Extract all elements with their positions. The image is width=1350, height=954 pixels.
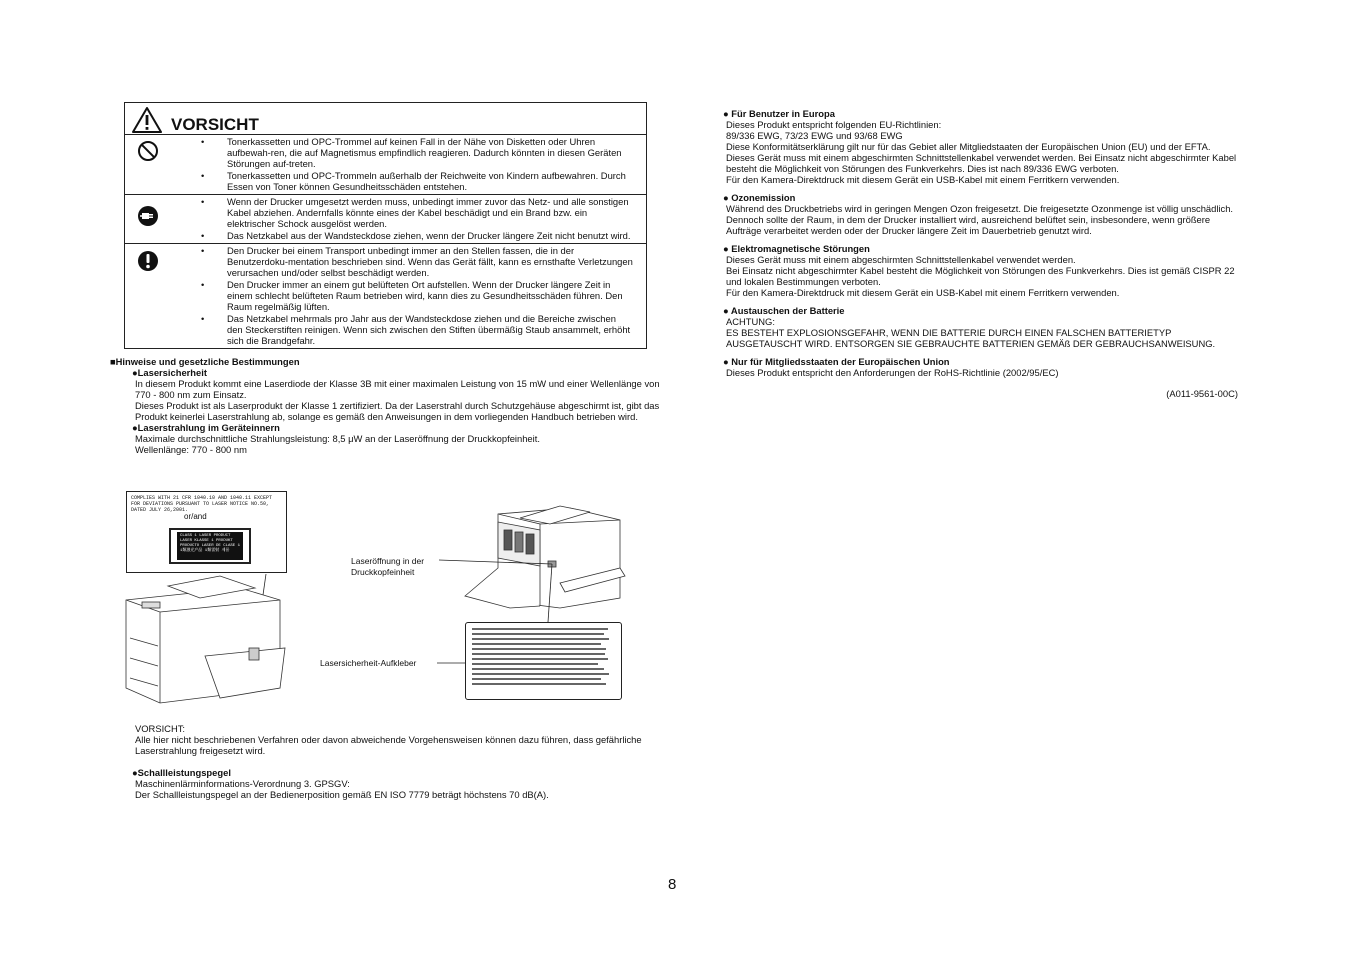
caution-note-text: Alle hier nicht beschriebenen Verfahren oder davon abweichende Vorgehensweisen können dazu führen, dass gefährliche Laserstrahlung freigesetzt wird.: [135, 734, 642, 756]
sound-level-text: Maschinenlärminformations-Verordnung 3. GPSGV:: [135, 778, 350, 789]
battery-title: ● Austauschen der Batterie: [723, 305, 845, 316]
regulations-heading: ■Hinweise und gesetzliche Bestimmungen: [110, 356, 300, 367]
sound-level-text: Der Schallleistungspegel an der Bedienerposition gemäß EN ISO 7779 beträgt höchstens 70 dB(A).: [135, 789, 549, 800]
caution-item: • Das Netzkabel aus der Wandsteckdose ziehen, wenn der Drucker längere Zeit nicht benutzt wird.: [201, 230, 634, 241]
wavelength-text: Wellenlänge: 770 - 800 nm: [135, 444, 247, 455]
exclamation-icon: [137, 250, 159, 272]
prohibition-icon: [137, 140, 159, 162]
ozone-block: [723, 192, 1243, 236]
caution-header: [125, 103, 646, 135]
laser-safety-text: Dieses Produkt ist als Laserprodukt der Klasse 1 zertifiziert. Da der Laserstrahl durch Schutzgehäuse abgeschirmt ist, gibt das Produkt keinerlei Laserstrahlung ab, solange es gemäß den Anweisungen in dem vorliegenden Handbuch betrieben wird.: [135, 400, 660, 422]
europe-text: Dieses Gerät muss mit einem abgeschirmten Schnittstellenkabel verwendet werden. Bei Einsatz nicht abgeschirmter Kabel besteht die Möglichkeit von Störungen des Funkverkehrs. Dies ist nach 89/336 EWG verboten.: [726, 152, 1237, 174]
eu-title: ● Nur für Mitgliedsstaaten der Europäischen Union: [723, 356, 950, 367]
compliance-text: COMPLIES WITH 21 CFR 1040.10 AND 1040.11 EXCEPT FOR DEVIATIONS PURSUANT TO LASER NOTICE NO.50, DATED JULY 26,2001.: [131, 495, 273, 513]
laser-safety-text: In diesem Produkt kommt eine Laserdiode der Klasse 3B mit einer maximalen Leistung von 15 mW und einer Wellenlänge von 770 - 800 nm zum Einsatz.: [135, 378, 660, 400]
caution-box: [124, 102, 647, 349]
eu-block: [723, 356, 1243, 378]
europe-text: Diese Konformitätserklärung gilt nur für das Gebiet aller Mitgliedstaaten der Europäischen Union (EU) und der EFTA.: [726, 141, 1211, 152]
ozone-title: ● Ozonemission: [723, 192, 796, 203]
caution-item: • Den Drucker bei einem Transport unbedingt immer an den Stellen fassen, die in der Benutzerdoku-mentation beschrieben sind. Wenn das Gerät fällt, kann es ernsthafte Verletzungen verursachen und/oder selbst beschädigt werden.: [201, 245, 634, 278]
battery-block: [723, 305, 1243, 349]
ozone-text: Während des Druckbetriebs wird in geringen Mengen Ozon freigesetzt. Die freigesetzte Ozonmenge ist völlig unschädlich. Dennoch sollte der Raum, in dem der Drucker installiert wird, ausreichend belüftet sein, insbesondere, wenn größere Aufträge verarbeitet werden oder der Drucker längere Zeit im Dauerbetrieb genutzt wird.: [726, 203, 1234, 236]
caution-note-section: [110, 723, 675, 800]
internal-radiation-text: Maximale durchschnittliche Strahlungsleistung: 8,5 μW an der Laseröffnung der Druckkopfeinheit.: [135, 433, 540, 444]
europe-title: ● Für Benutzer in Europa: [723, 108, 835, 119]
or-and-text: or/and: [184, 512, 207, 521]
aperture-label: Laseröffnung in der Druckkopfeinheit: [351, 556, 425, 577]
sticker-caption: Lasersicherheit-Aufkleber: [320, 658, 417, 668]
document-reference: (A011-9561-00C): [1166, 388, 1238, 399]
emc-block: [723, 243, 1243, 298]
europe-text: Dieses Produkt entspricht folgenden EU-Richtlinien:: [726, 119, 942, 130]
caution-row-handling: [125, 244, 646, 348]
page-number: 8: [668, 876, 677, 893]
sound-level-title: ●Schallleistungspegel: [132, 767, 231, 778]
unplug-icon: [137, 205, 159, 227]
caution-item: • Tonerkassetten und OPC-Trommeln außerhalb der Reichweite von Kindern aufbewahren. Durch Essen von Toner können Gesundheitsschäden entstehen.: [201, 170, 634, 192]
emc-title: ● Elektromagnetische Störungen: [723, 243, 870, 254]
right-column: [723, 108, 1243, 385]
europe-block: [723, 108, 1243, 185]
laser-safety-title: ●Lasersicherheit: [132, 367, 207, 378]
battery-text: ACHTUNG:: [726, 316, 775, 327]
emc-text: Bei Einsatz nicht abgeschirmter Kabel besteht die Möglichkeit von Störungen des Funkverkehrs. Dies ist gemäß CISPR 22 und lokalen Bestimmungen verboten.: [726, 265, 1235, 287]
laser-safety-sticker: [465, 622, 622, 700]
warning-triangle-icon: [131, 106, 163, 134]
regulations-section: [110, 356, 675, 455]
laser-label-figure: [120, 488, 630, 718]
emc-text: Für den Kamera-Direktdruck mit diesem Gerät ein USB-Kabel mit einem Ferritkern verwenden.: [726, 287, 1120, 298]
battery-text: ES BESTEHT EXPLOSIONSGEFAHR, WENN DIE BATTERIE DURCH EINEN FALSCHEN BATTERIETYP AUSGETAUSCHT WIRD. ENTSORGEN SIE GEBRAUCHTE BATTERIEN GEMÄß DER GEBRAUCHSANWEISUNG.: [726, 327, 1216, 349]
caution-note-title: VORSICHT:: [135, 723, 186, 734]
caution-row-unplug: [125, 195, 646, 244]
caution-item: • Das Netzkabel mehrmals pro Jahr aus der Wandsteckdose ziehen und die Bereiche zwischen den Steckerstiften reinigen. Wenn sich zwischen den Stiften übermäßig Staub ansammelt, erhöht sich die Brandgefahr.: [201, 313, 634, 346]
eu-text: Dieses Produkt entspricht den Anforderungen der RoHS-Richtlinie (2002/95/EC): [726, 367, 1059, 378]
emc-text: Dieses Gerät muss mit einem abgeschirmten Schnittstellenkabel verwendet werden.: [726, 254, 1076, 265]
europe-text: Für den Kamera-Direktdruck mit diesem Gerät ein USB-Kabel mit einem Ferritkern verwenden.: [726, 174, 1120, 185]
internal-radiation-title: ●Laserstrahlung im Geräteinnern: [132, 422, 280, 433]
caution-row-storage: [125, 135, 646, 195]
caution-item: • Wenn der Drucker umgesetzt werden muss, unbedingt immer zuvor das Netz- und alle sonstigen Kabel abziehen. Andernfalls könnte eines der Kabel beschädigt und ein Brand bzw. ein elektrischer Schock ausgelöst werden.: [201, 196, 634, 229]
caution-item: • Den Drucker immer an einem gut belüfteten Ort aufstellen. Wenn der Drucker längere Zeit in einem schlecht belüfteten Raum betrieben wird, kann dies zu Gesundheitsschäden führen. Den Raum regelmäßig lüften.: [201, 279, 634, 312]
caution-title: VORSICHT: [171, 115, 259, 134]
caution-item: • Tonerkassetten und OPC-Trommel auf keinen Fall in der Nähe von Disketten oder Uhren aufbewah-ren, die auf Magnetismus empfindlich reagieren. Dadurch könnten in diesen Geräten Störungen auf-treten.: [201, 136, 634, 169]
class1-label-text: CLASS 1 LASER PRODUCT LASER KLASSE 1 PRODUKT PRODUCTO LASER DE CLASE 1 1類激光产品 1類雷射 제품: [177, 532, 243, 560]
europe-text: 89/336 EWG, 73/23 EWG und 93/68 EWG: [726, 130, 903, 141]
